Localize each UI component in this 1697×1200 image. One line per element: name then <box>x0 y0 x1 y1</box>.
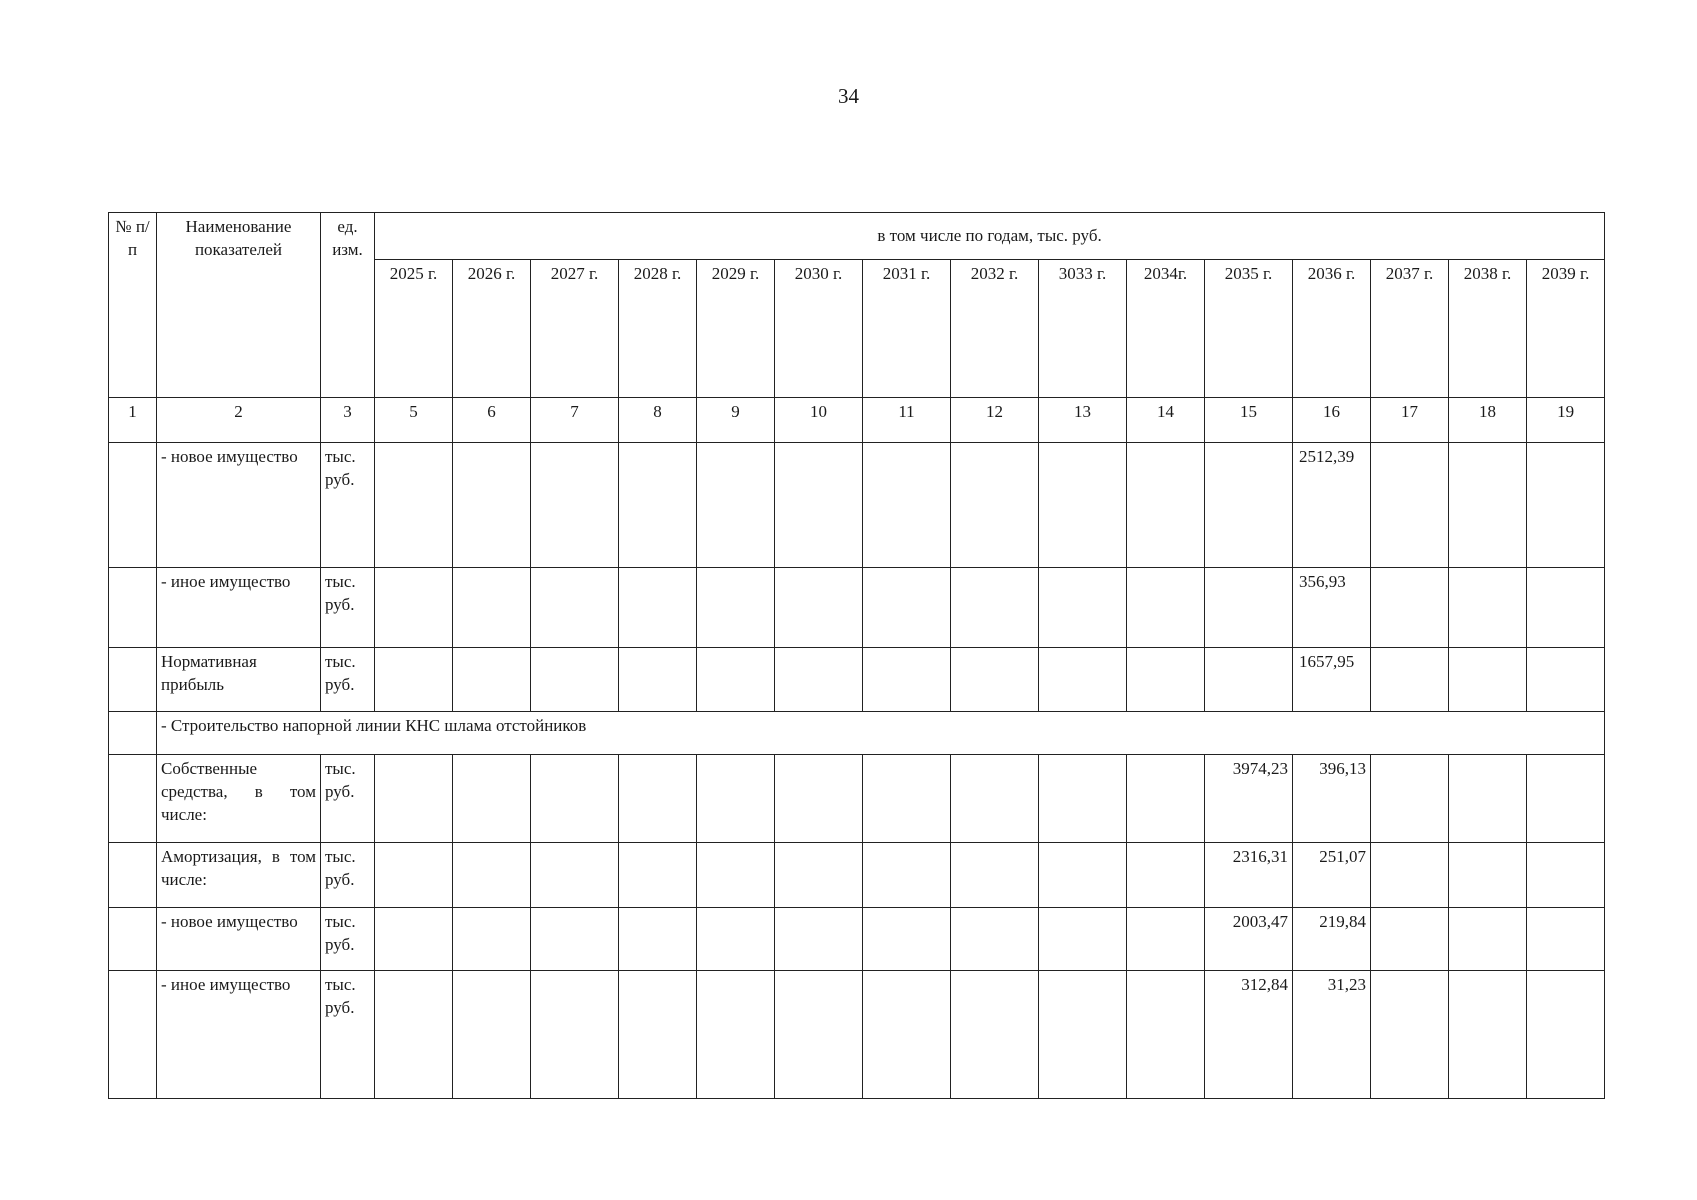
column-numbers-row <box>109 398 1605 443</box>
header-row <box>109 213 1605 260</box>
value-cell: 2316,31 <box>1205 843 1293 908</box>
value-cell <box>1127 648 1205 712</box>
value-cell <box>531 568 619 648</box>
value-cell <box>1127 568 1205 648</box>
unit-cell: тыс. руб. <box>321 908 375 971</box>
value-cell <box>1527 648 1605 712</box>
value-cell <box>453 443 531 568</box>
value-cell <box>1371 648 1449 712</box>
value-cell <box>375 843 453 908</box>
row-number-cell <box>109 843 157 908</box>
value-cell: 396,13 <box>1293 755 1371 843</box>
column-number: 19 <box>1527 398 1605 443</box>
header-num: № п/п <box>109 213 157 398</box>
column-number: 7 <box>531 398 619 443</box>
section-row <box>109 712 1605 755</box>
value-cell <box>1127 908 1205 971</box>
value-cell <box>531 971 619 1099</box>
column-number: 2 <box>157 398 321 443</box>
value-cell <box>1527 971 1605 1099</box>
column-number: 1 <box>109 398 157 443</box>
value-cell <box>1527 843 1605 908</box>
unit-cell: тыс. руб. <box>321 568 375 648</box>
value-cell: 219,84 <box>1293 908 1371 971</box>
value-cell <box>453 648 531 712</box>
value-cell <box>951 755 1039 843</box>
value-cell <box>1205 648 1293 712</box>
column-number: 11 <box>863 398 951 443</box>
value-cell <box>1205 568 1293 648</box>
value-cell <box>1449 908 1527 971</box>
column-number: 15 <box>1205 398 1293 443</box>
column-number: 5 <box>375 398 453 443</box>
value-cell <box>775 843 863 908</box>
value-cell: 2512,39 <box>1293 443 1371 568</box>
value-cell <box>697 568 775 648</box>
value-cell <box>1371 971 1449 1099</box>
row-number-cell <box>109 755 157 843</box>
unit-cell: тыс. руб. <box>321 971 375 1099</box>
column-number: 18 <box>1449 398 1527 443</box>
value-cell <box>775 971 863 1099</box>
row-number-cell <box>109 908 157 971</box>
value-cell <box>1127 971 1205 1099</box>
value-cell <box>531 648 619 712</box>
table-row <box>109 443 1605 568</box>
value-cell <box>775 648 863 712</box>
header-year: 2035 г. <box>1205 260 1293 398</box>
value-cell <box>531 908 619 971</box>
value-cell: 1657,95 <box>1293 648 1371 712</box>
header-year: 2029 г. <box>697 260 775 398</box>
value-cell <box>1039 843 1127 908</box>
header-year: 2028 г. <box>619 260 697 398</box>
indicator-name: - новое имущество <box>157 443 321 568</box>
value-cell <box>375 568 453 648</box>
value-cell <box>1127 443 1205 568</box>
value-cell <box>951 971 1039 1099</box>
value-cell <box>375 648 453 712</box>
value-cell: 251,07 <box>1293 843 1371 908</box>
unit-cell: тыс. руб. <box>321 648 375 712</box>
investment-table <box>108 212 1605 1099</box>
header-year: 2037 г. <box>1371 260 1449 398</box>
value-cell <box>1449 648 1527 712</box>
header-year: 2031 г. <box>863 260 951 398</box>
indicator-name: - иное имущество <box>157 568 321 648</box>
value-cell <box>453 971 531 1099</box>
value-cell <box>1527 908 1605 971</box>
header-by-years: в том числе по годам, тыс. руб. <box>375 213 1605 260</box>
value-cell <box>1449 843 1527 908</box>
header-year: 2034г. <box>1127 260 1205 398</box>
column-number: 16 <box>1293 398 1371 443</box>
header-unit: ед. изм. <box>321 213 375 398</box>
column-number: 3 <box>321 398 375 443</box>
value-cell <box>951 648 1039 712</box>
indicator-name: - иное имущество <box>157 971 321 1099</box>
indicator-name: Амортизация, в том числе: <box>157 843 321 908</box>
row-number-cell <box>109 712 157 755</box>
indicator-name: Собственные средства, в том числе: <box>157 755 321 843</box>
value-cell <box>863 971 951 1099</box>
value-cell: 312,84 <box>1205 971 1293 1099</box>
row-number-cell <box>109 971 157 1099</box>
value-cell <box>619 568 697 648</box>
value-cell <box>1449 971 1527 1099</box>
indicator-name: - новое имущество <box>157 908 321 971</box>
value-cell <box>453 568 531 648</box>
value-cell <box>1527 568 1605 648</box>
value-cell <box>863 568 951 648</box>
unit-cell: тыс. руб. <box>321 443 375 568</box>
header-year: 3033 г. <box>1039 260 1127 398</box>
value-cell <box>619 443 697 568</box>
unit-cell: тыс. руб. <box>321 843 375 908</box>
table-row <box>109 971 1605 1099</box>
row-number-cell <box>109 443 157 568</box>
value-cell <box>619 843 697 908</box>
value-cell <box>1039 755 1127 843</box>
header-year: 2025 г. <box>375 260 453 398</box>
value-cell <box>951 843 1039 908</box>
table-row <box>109 755 1605 843</box>
table-row <box>109 568 1605 648</box>
value-cell <box>1205 443 1293 568</box>
value-cell <box>775 908 863 971</box>
value-cell <box>375 755 453 843</box>
indicator-name: Нормативная прибыль <box>157 648 321 712</box>
header-year: 2039 г. <box>1527 260 1605 398</box>
value-cell: 2003,47 <box>1205 908 1293 971</box>
value-cell <box>697 971 775 1099</box>
value-cell <box>697 755 775 843</box>
value-cell <box>863 755 951 843</box>
header-name: Наименование показателей <box>157 213 321 398</box>
value-cell <box>531 755 619 843</box>
value-cell <box>453 843 531 908</box>
value-cell <box>1127 755 1205 843</box>
table-row <box>109 908 1605 971</box>
row-number-cell <box>109 568 157 648</box>
header-year: 2026 г. <box>453 260 531 398</box>
column-number: 6 <box>453 398 531 443</box>
value-cell <box>697 648 775 712</box>
value-cell <box>1449 443 1527 568</box>
header-year: 2027 г. <box>531 260 619 398</box>
value-cell <box>863 648 951 712</box>
value-cell <box>1371 568 1449 648</box>
value-cell <box>863 908 951 971</box>
value-cell: 356,93 <box>1293 568 1371 648</box>
value-cell <box>1527 755 1605 843</box>
page-number: 34 <box>838 84 859 108</box>
column-number: 17 <box>1371 398 1449 443</box>
value-cell <box>1127 843 1205 908</box>
value-cell <box>951 568 1039 648</box>
value-cell: 3974,23 <box>1205 755 1293 843</box>
value-cell <box>375 971 453 1099</box>
value-cell <box>619 971 697 1099</box>
value-cell <box>1371 755 1449 843</box>
value-cell <box>1371 443 1449 568</box>
value-cell <box>453 908 531 971</box>
header-year: 2030 г. <box>775 260 863 398</box>
value-cell <box>697 908 775 971</box>
value-cell <box>531 843 619 908</box>
value-cell <box>531 443 619 568</box>
value-cell <box>1039 443 1127 568</box>
value-cell <box>1039 971 1127 1099</box>
column-number: 9 <box>697 398 775 443</box>
value-cell: 31,23 <box>1293 971 1371 1099</box>
value-cell <box>1449 568 1527 648</box>
value-cell <box>619 648 697 712</box>
table-row <box>109 648 1605 712</box>
header-year: 2032 г. <box>951 260 1039 398</box>
value-cell <box>697 443 775 568</box>
value-cell <box>863 443 951 568</box>
value-cell <box>619 908 697 971</box>
value-cell <box>1371 843 1449 908</box>
value-cell <box>775 755 863 843</box>
header-year: 2036 г. <box>1293 260 1371 398</box>
value-cell <box>1039 908 1127 971</box>
unit-cell: тыс. руб. <box>321 755 375 843</box>
value-cell <box>375 908 453 971</box>
value-cell <box>1527 443 1605 568</box>
row-number-cell <box>109 648 157 712</box>
value-cell <box>775 568 863 648</box>
column-number: 14 <box>1127 398 1205 443</box>
value-cell <box>453 755 531 843</box>
column-number: 10 <box>775 398 863 443</box>
value-cell <box>775 443 863 568</box>
table-row <box>109 843 1605 908</box>
value-cell <box>1039 568 1127 648</box>
section-title: - Строительство напорной линии КНС шлама отстойников <box>157 712 1605 755</box>
column-number: 12 <box>951 398 1039 443</box>
value-cell <box>863 843 951 908</box>
value-cell <box>1371 908 1449 971</box>
value-cell <box>951 443 1039 568</box>
column-number: 13 <box>1039 398 1127 443</box>
value-cell <box>375 443 453 568</box>
header-year: 2038 г. <box>1449 260 1527 398</box>
value-cell <box>619 755 697 843</box>
value-cell <box>951 908 1039 971</box>
value-cell <box>1039 648 1127 712</box>
value-cell <box>697 843 775 908</box>
value-cell <box>1449 755 1527 843</box>
column-number: 8 <box>619 398 697 443</box>
